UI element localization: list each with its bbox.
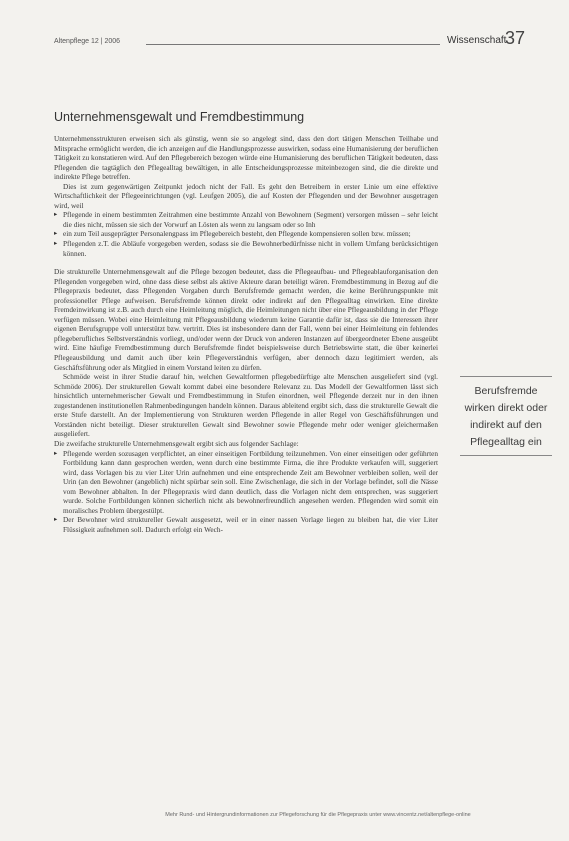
list-item: ▸ Pflegende werden sozusagen verpflichtet, an einer einseitigen Fortbildung teilzunehmen. Von einer einseitigen oder geführten Fortbildung kann dann gesprochen werden, wenn durch eine bestimmte Firma, die ihre Produkte verkaufen will, suggeriert wird, dass Vorlagen bis zu vier Liter Urin aufnehmen und eine entsprechende Zeit am Bewohner verbleiben sollen, weil der Urin (an den Bewohner (angeblich) nicht spürbar sein soll. Eine Zwischenlage, die sich in der Vorlage befindet, soll die Nässe vom Bewohner abhalten. In der Pflegepraxis wird dann deutlich, dass die Vorlagen nicht dem entsprechen, was suggeriert wurde. Solche Fortbildungen können sicherlich nicht als bewohnerfreundlich angesehen werden. Pflegenden wird somit ein moralisches Problem übergestülpt. (54, 449, 438, 516)
section-name: Wissenschaft (447, 35, 507, 46)
list-item: ▸ ein zum Teil ausgeprägter Personalengpass im Pflegebereich besteht, den Pflegende kompensieren sollen bzw. müssen; (54, 229, 438, 239)
journal-issue: Altenpflege 12 | 2006 (54, 38, 121, 45)
article-body (54, 134, 438, 814)
margin-pull-quote: Berufsfremde wirken direkt oder indirekt auf den Pflegealltag ein (460, 376, 552, 456)
header-rule (146, 44, 440, 45)
intro-paragraph: Unternehmensstrukturen erweisen sich als günstig, wenn sie so angelegt sind, dass den dort tätigen Menschen Teilhabe und Mitsprache ermöglicht werden, die ich anzeigen auf die Handlungsprozesse auswirken, sodass eine Humanisierung der beruflichen Tätigkeit zu konstatieren wird. Auf den Pflegebereich bezogen würde eine Humanisierung des beruflichen Tätigkeit bedeuten, dass Pflegenden die tagtäglich den Pflegealltag bewältigen, in alle Entscheidungsprozesse miteinbezogen sind, die die direkte und indirekte Pflege betreffen. (54, 134, 438, 182)
second-paragraph: Dies ist zum gegenwärtigen Zeitpunkt jedoch nicht der Fall. Es geht den Betreibern in erster Linie um eine effektive Wirtschaftlichkeit der Pflegeeinrichtungen (vgl. Leufgen 2005), die auf Kosten der Pflegenden und der Bewohner ausgetragen wird, weil (54, 181, 438, 210)
list-item: ▸ Der Bewohner wird struktureller Gewalt ausgesetzt, weil er in einer nassen Vorlage liegen zu bleiben hat, die vier Liter Flüssigkeit aufnehmen soll. Dadurch erfolgt ein Wech- (54, 515, 438, 534)
page-footer: Mehr Rund- und Hintergrundinformationen zur Pflegeforschung für die Pflegepraxis unter www.vincentz.net/altenpflege-online (165, 812, 471, 818)
list-item: ▸ Pflegenden z.T. die Abläufe vorgegeben werden, sodass sie die Bewohnerbedürfnisse nicht in vollem Umfang berücksichtigen können. (54, 239, 438, 258)
article-title: Unternehmensgewalt und Fremdbestimmung (54, 110, 305, 124)
first-bullet-list (54, 210, 438, 258)
fifth-paragraph: Die zweifache strukturelle Unternehmensgewalt ergibt sich aus folgender Sachlage: (54, 438, 299, 448)
page-number: 37 (505, 28, 526, 48)
fourth-paragraph: Schmöde weist in ihrer Studie darauf hin, welchen Gewaltformen pflegebedürftige alte Menschen ausgeliefert sind (vgl. Schmöde 2006). Der strukturellen Gewalt kommt dabei eine besondere Relevanz zu. Das Modell der Gewaltformen lässt sich hinsichtlich unternehmerischer Gewalt und Fremdbestimmung in Stufen einordnen, weil Pflegende derzeit nur in den ihnen zugestandenen institutionellen Rahmenbedingungen handeln können. Daraus ableitend ergibt sich, dass die strukturelle Gewalt die erste Stufe darstellt. An der Implementierung von Strukturen werden Pflegende in aller Regel von Geschäftsführungen und Vorständen nicht beteiligt. Dieser strukturellen Gewalt sind Bewohner sowie Pflegende mehr oder weniger gleichermaßen ausgeliefert. (54, 372, 438, 439)
second-bullet-list (54, 449, 438, 535)
running-head (54, 30, 524, 50)
third-paragraph: Die strukturelle Unternehmensgewalt auf die Pflege bezogen bedeutet, dass die Pflegeaufbau- und Pflegeablauforganisation den Pflegenden vorgegeben wird, ohne dass diese selbst als aktive Akteure daran beteiligt wären. Fremdbestimmung in Bezug auf die Pflegepraxis bedeutet, dass Pflegenden Vorgaben durch Berufsfremde gemacht werden, die keine Berührungspunkte mit professioneller Pflege aufweisen. Berufsfremde können direkt oder indirekt auf den Pflegealltag einwirken. Eine direkte Fremdeinwirkung ist z.B. auch durch eine Heimleitung möglich, die Heimleitungen nicht über eine Pflegeausbildung in der Pflege verfügen müssen. Wobei eine Heimleitung mit Pflegeausbildung wiederum keine Garantie dafür ist, dass sie die Interessen ihrer eigenen Berufsgruppe voll unterstützt bzw. vertritt. Dies ist insbesondere dann der Fall, wenn bei einer Heimleitung ein fehlendes pflegeberufliches Selbstverständnis vorliegt, und/oder wenn der Druck von anderen Instanzen auf übergeordneter Ebene ausgeübt wird. Eine häufige Fremdbestimmung durch Berufsfremde findet beispielsweise durch Betriebswirte statt, die über keinerlei Pflegeausbildung und damit auch über kein Pflegeverständnis verfügen, aber dennoch dazu legitimiert werden, als Geschäftsführung oder als Mitglied in einem Vorstand leiten zu dürfen. (54, 267, 438, 372)
list-item: ▸ Pflegende in einem bestimmten Zeitrahmen eine bestimmte Anzahl von Bewohnern (Segment) versorgen müssen – sehr leicht die dies nicht, müssen sie sich der Vorwurf an Lösten als wenn zu langsam oder so Inh (54, 210, 438, 229)
